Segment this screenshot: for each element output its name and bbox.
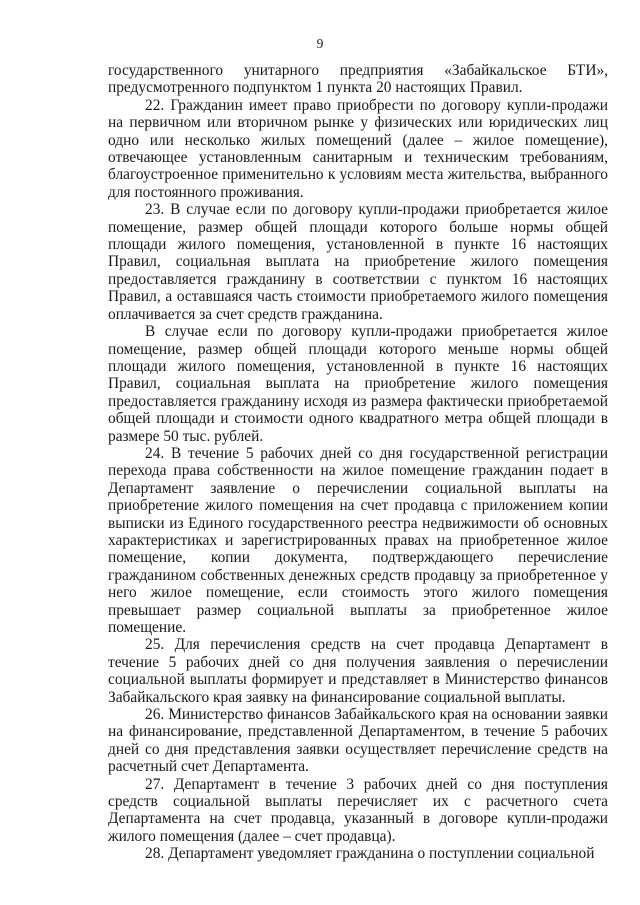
page-number: 9	[316, 36, 324, 51]
paragraph-24: 24. В течение 5 рабочих дней со дня государственной регистрации перехода права собственности на жилое помещение гражданин подает в Департамент заявление о перечислении социальной выплаты на приобретение жилого помещения на счет продавца с приложением копии выписки из Единого государственного реестра недвижимости об основных характеристиках и зарегистрированных правах на приобретенное жилое помещение, копии документа, подтверждающего перечисление гражданином собственных денежных средств продавцу за приобретенное у него жилое помещение, если стоимость этого жилого помещения превышает размер социальной выплаты за приобретенное жилое помещение.	[108, 444, 608, 636]
document-body	[108, 62, 608, 863]
paragraph-continuation: государственного унитарного предприятия «Забайкальское БТИ», предусмотренного подпунктом 1 пункта 20 настоящих Правил.	[108, 62, 608, 97]
paragraph-27: 27. Департамент в течение 3 рабочих дней со дня поступления средств социальной выплаты перечисляет их с расчетного счета Департамента на счет продавца, указанный в договоре купли-продажи жилого помещения (далее – счет продавца).	[108, 775, 608, 845]
paragraph-23-part-2: В случае если по договору купли-продажи приобретается жилое помещение, размер общей площади которого меньше нормы общей площади жилого помещения, установленной в пункте 16 настоящих Правил, социальная выплата на приобретение жилого помещения предоставляется гражданину исходя из размера фактически приобретаемой общей площади и стоимости одного квадратного метра общей площади в размере 50 тыс. рублей.	[108, 323, 608, 445]
paragraph-26: 26. Министерство финансов Забайкальского края на основании заявки на финансирование, представленной Департаментом, в течение 5 рабочих дней со дня представления заявки осуществляет перечисление средств на расчетный счет Департамента.	[108, 706, 608, 776]
paragraph-22: 22. Гражданин имеет право приобрести по договору купли-продажи на первичном или вторичном рынке у физических или юридических лиц одно или несколько жилых помещений (далее – жилое помещение), отвечающее установленным санитарным и техническим требованиям, благоустроенное применительно к условиям места жительства, выбранного для постоянного проживания.	[108, 96, 608, 201]
paragraph-25: 25. Для перечисления средств на счет продавца Департамент в течение 5 рабочих дней со дня получения заявления о перечислении социальной выплаты формирует и представляет в Министерство финансов Забайкальского края заявку на финансирование социальной выплаты.	[108, 636, 608, 706]
paragraph-23: 23. В случае если по договору купли-продажи приобретается жилое помещение, размер общей площади которого больше нормы общей площади жилого помещения, установленной в пункте 16 настоящих Правил, социальная выплата на приобретение жилого помещения предоставляется гражданину в соответствии с пунктом 16 настоящих Правил, а оставшаяся часть стоимости приобретаемого жилого помещения оплачивается за счет средств гражданина.	[108, 201, 608, 323]
paragraph-28: 28. Департамент уведомляет гражданина о поступлении социальной	[145, 845, 595, 863]
